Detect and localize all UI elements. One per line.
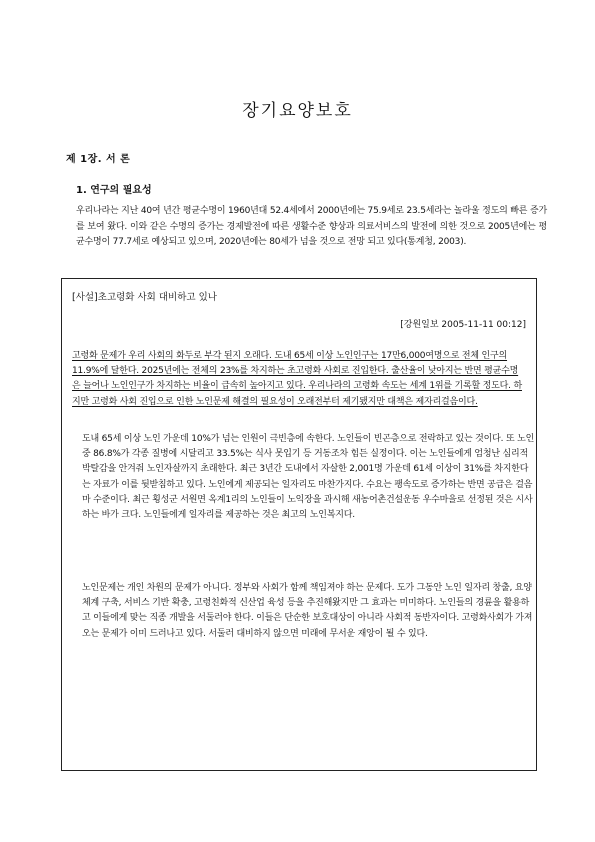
chapter-heading: 제 1장. 서 론 [66,154,131,165]
intro-paragraph: 우리나라는 지난 40여 년간 평균수명이 1960년대 52.4세에서 2000년에는 75.9세로 23.5세라는 놀라울 정도의 빠른 증가를 보여 왔다. 이와 같은 수명의 증가는 경제발전에 따른 생활수준 향상과 의료서비스의 발전에 의한 것으로 2005년에는 평균수명이 77.7세로 예상되고 있으며, 2020년에는 80세가 넘을 것으로 전망 되고 있다(통계청, 2003). [76,206,547,247]
section-heading: 1. 연구의 필요성 [76,185,152,196]
editorial-source: [강원일보 2005-11-11 00:12] [400,320,526,330]
editorial-headline: [사설]초고령화 사회 대비하고 있나 [72,292,217,303]
editorial-paragraph-3: 노인문제는 개인 차원의 문제가 아니다. 정부와 사회가 함께 책임져야 하는 문제다. 도가 그동안 노인 일자리 창출, 요양체계 구축, 서비스 기반 확충, 고령친화적 신산업 육성 등을 추진해왔지만 그 효과는 미미하다. 노인들의 경륜을 활용하고 이들에게 맞는 직종 개발을 서둘러야 한다. 이들은 단순한 보호대상이 아니라 사회적 동반자이다. 고령화사회가 가져오는 문제가 이미 드러나고 있다. 서둘러 대비하지 않으면 미래에 무서운 재앙이 될 수 있다. [82,583,533,639]
editorial-box [61,278,537,771]
document-title: 장기요양보호 [242,101,353,121]
editorial-paragraph-2: 도내 65세 이상 노인 가운데 10%가 넘는 인원이 극빈층에 속한다. 노인들이 빈곤층으로 전락하고 있는 것이다. 또 노인 중 86.8%가 각종 질병에 시달리고 33.5%는 식사 못입기 등 거동조차 힘든 실정이다. 이는 노인들에게 엄청난 심리적 박탈감을 안겨줘 노인자살까지 초래한다. 최근 3년간 도내에서 자살한 2,001명 가운데 61세 이상이 31%를 차지한다는 자료가 이를 뒷받침하고 있다. 노인에게 제공되는 일자리도 마찬가지다. 수요는 팽속도로 증가하는 반면 공급은 걸음마 수준이다. 최근 횡성군 서원면 옥계1리의 노인들이 노익장을 과시해 새농어촌건설운동 우수마을로 선정된 것은 시사하는 바가 크다. 노인들에게 일자리를 제공하는 것은 최고의 노인복지다. [82,434,535,521]
editorial-paragraph-1: 고령화 문제가 우리 사회의 화두로 부각 된지 오래다. 도내 65세 이상 노인인구는 17만6,000여명으로 전체 인구의 11.9%에 달한다. 2025년에는 전체의 23%를 차지하는 초고령화 사회로 진입한다. 출산율이 낮아지는 반면 평균수명은 늘어나 노인인구가 차지하는 비율이 급속히 높아지고 있다. 우리나라의 고령화 속도는 세계 1위를 기록할 정도다. 하지만 고령화 사회 진입으로 인한 노인문제 해결의 필요성이 오래전부터 제기됐지만 대책은 제자리걸음이다. [72,351,522,407]
